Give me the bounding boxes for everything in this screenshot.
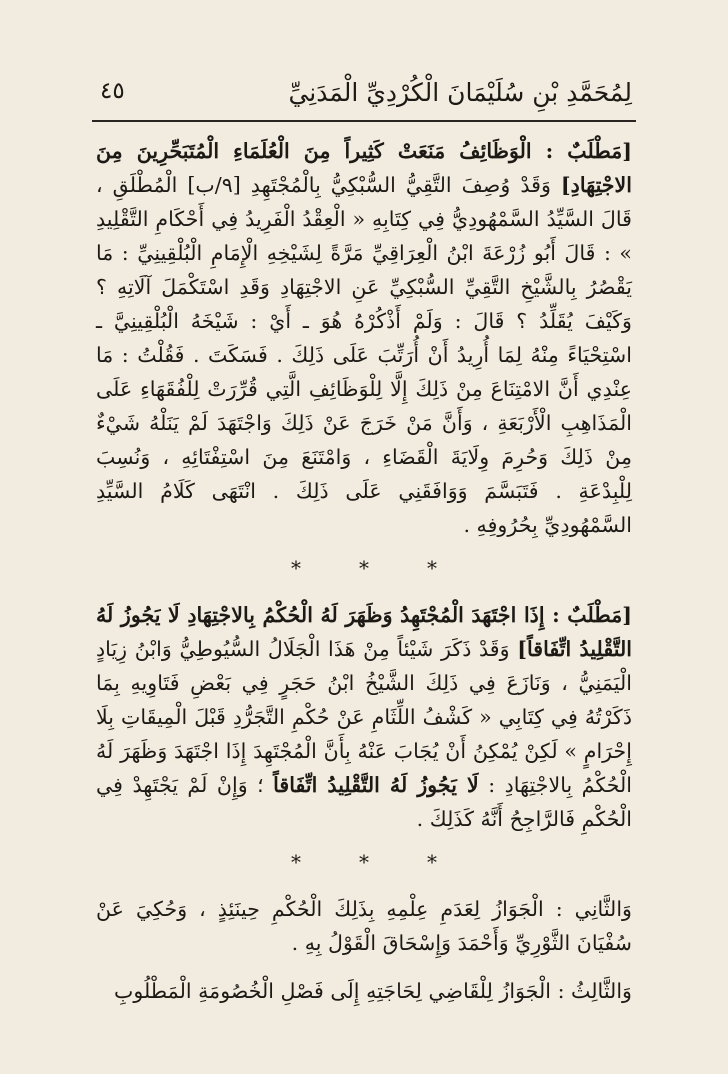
page-body — [96, 134, 632, 1008]
section-1-paragraph — [96, 134, 632, 542]
section-1-heading: [مَطْلَبٌ : الْوَظَائِفُ مَنَعَتْ كَثِيراً مِنَ الْعُلَمَاءِ الْمُتَبَحِّرِينَ مِنَ الاجْتِهَادِ] — [96, 139, 632, 197]
separator-star: * — [359, 850, 369, 874]
separator-star: * — [291, 850, 301, 874]
section-separator-1 — [96, 556, 632, 580]
running-header — [96, 72, 632, 116]
section-2-paragraph — [96, 598, 632, 836]
section-2-body: وَقَدْ ذَكَرَ شَيْئاً مِنْ هَذَا الْجَلَالُ السُّيُوطِيُّ وَابْنُ زِيَادٍ الْيَمَنِيُّ ، وَنَازَعَ فِي ذَلِكَ الشَّيْخُ ابْنُ حَجَرٍ فِي بَعْضِ فَتَاوِيهِ بِمَا ذَكَرْتُهُ فِي كِتَابِي « كَشْفُ اللِّثَامِ عَنْ حُكْمِ التَّجَرُّدِ قَبْلَ الْمِيقَاتِ بِلَا إِحْرَامٍ » لَكِنْ يُمْكِنُ أَنْ يُجَابَ عَنْهُ بِأَنَّ الْمُجْتَهِدَ إِذَا اجْتَهَدَ وَظَهَرَ لَهُ الْحُكْمُ بِالاجْتِهَادِ : — [96, 637, 633, 797]
header-rule — [92, 120, 636, 122]
separator-star: * — [427, 556, 437, 580]
section-2-heading: [مَطْلَبٌ : إِذَا اجْتَهَدَ الْمُجْتَهِدُ وَظَهَرَ لَهُ الْحُكْمُ بِالاجْتِهَادِ لَا يَجُوزُ لَهُ التَّقْلِيدُ اتِّفَاقاً] — [96, 603, 632, 661]
section-3-paragraph-2: وَالثَّالِثُ : الْجَوَازُ لِلْقَاضِي لِحَاجَتِهِ إِلَى فَصْلِ الْخُصُومَةِ الْمَطْلُوبِ — [113, 979, 632, 1003]
separator-star: * — [359, 556, 369, 580]
page-number: ٤٥ — [100, 78, 125, 104]
section-2-tail: ؛ وَإِنْ لَمْ يَجْتَهِدْ فِي الْحُكْمِ فَالرَّاجِحُ أَنَّهُ كَذَلِكَ . — [96, 773, 632, 831]
separator-star: * — [291, 556, 301, 580]
section-2-emphasis: لَا يَجُوزُ لَهُ التَّقْلِيدُ اتِّفَاقاً — [273, 773, 479, 797]
section-3-paragraph-1: وَالثَّانِي : الْجَوَازُ لِعَدَمِ عِلْمِهِ بِذَلِكَ الْحُكْمِ حِينَئِذٍ ، وَحُكِيَ عَنْ سُفْيَانَ الثَّوْرِيِّ وَأَحْمَدَ وَإِسْحَاقَ الْقَوْلُ بِهِ . — [96, 897, 632, 955]
header-title: لِمُحَمَّدِ بْنِ سُلَيْمَانَ الْكُرْدِيِّ الْمَدَنِيِّ — [288, 78, 632, 107]
section-1-body: وَقَدْ وُصِفَ التَّقِيُّ السُّبْكِيُّ بِالْمُجْتَهِدِ [٩/ب] الْمُطْلَقِ ، قَالَ السَّيِّدُ السَّمْهُودِيُّ فِي كِتَابِهِ « الْعِقْدُ الْفَرِيدُ فِي أَحْكَامِ التَّقْلِيدِ » : قَالَ أَبُو زُرْعَةَ ابْنُ الْعِرَاقِيِّ مَرَّةً لِشَيْخِهِ الْإِمَامِ الْبُلْقِينِيِّ : مَا يَقْصُرُ بِالشَّيْخِ التَّقِيِّ السُّبْكِيِّ عَنِ الاجْتِهَادِ وَقَدِ اسْتَكْمَلَ آلَاتِهِ ؟ وَكَيْفَ يُقَلِّدُ ؟ قَالَ : وَلَمْ أَذْكُرْهُ هُوَ ـ أَيْ : شَيْخَهُ الْبُلْقِينِيَّ ـ اسْتِحْيَاءً مِنْهُ لِمَا أُرِيدُ أَنْ أُرَتِّبَ عَلَى ذَلِكَ . فَسَكَتَ . فَقُلْتُ : مَا عِنْدِي أَنَّ الامْتِنَاعَ مِنْ ذَلِكَ إِلَّا لِلْوَظَائِفِ الَّتِي قُرِّرَتْ لِلْفُقَهَاءِ عَلَى الْمَذَاهِبِ الْأَرْبَعَةِ ، وَأَنَّ مَنْ خَرَجَ عَنْ ذَلِكَ وَاجْتَهَدَ لَمْ يَنَلْهُ شَيْءٌ مِنْ ذَلِكَ وَحُرِمَ وِلَايَةَ الْقَضَاءِ ، وَامْتَنَعَ مِنَ اسْتِفْتَائِهِ ، وَنُسِبَ لِلْبِدْعَةِ . فَتَبَسَّمَ وَوَافَقَنِي عَلَى ذَلِكَ . انْتَهَى كَلَامُ السَّيِّدِ السَّمْهُودِيِّ بِحُرُوفِهِ . — [96, 173, 632, 537]
separator-star: * — [427, 850, 437, 874]
section-separator-2 — [96, 850, 632, 874]
